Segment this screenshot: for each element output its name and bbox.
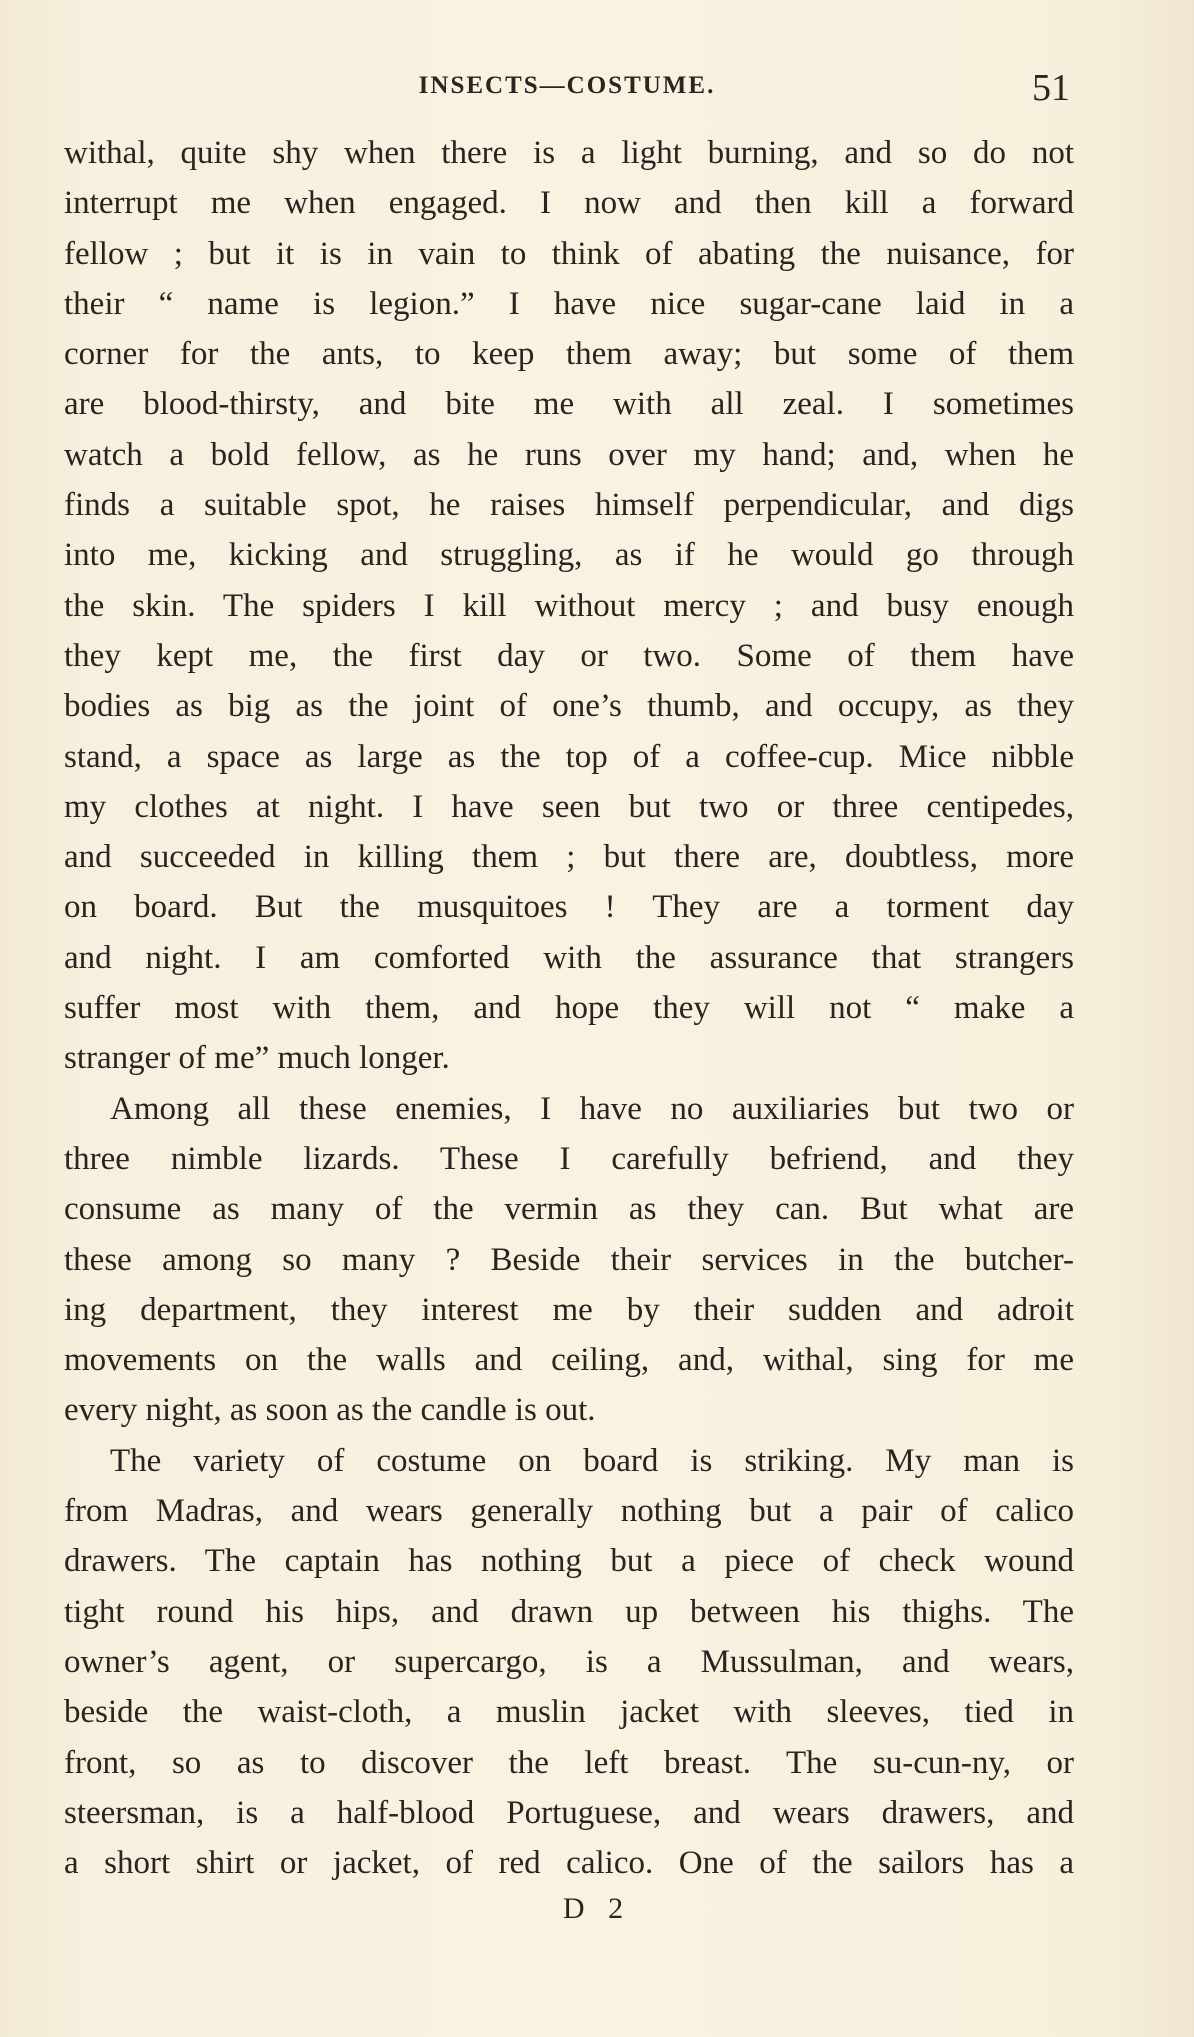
text-line: watch a bold fellow, as he runs over my hand; and, when he — [64, 436, 1074, 473]
text-line: into me, kicking and struggling, as if he would go through — [64, 537, 1074, 574]
paragraph-start-line: The variety of costume on board is striking. My man is — [110, 1442, 1074, 1479]
text-line: their “ name is legion.” I have nice sugar-cane laid in a — [64, 285, 1074, 322]
page-number: 51 — [1032, 67, 1070, 109]
page-header — [64, 66, 1070, 110]
text-line: fellow ; but it is in vain to think of abating the nuisance, for — [64, 235, 1074, 272]
text-line: consume as many of the vermin as they can. But what are — [64, 1191, 1074, 1228]
text-line: from Madras, and wears generally nothing but a pair of calico — [64, 1493, 1074, 1530]
text-line: they kept me, the first day or two. Some of them have — [64, 637, 1074, 674]
paragraph-end-line: stranger of me” much longer. — [64, 1040, 450, 1077]
text-line: a short shirt or jacket, of red calico. One of the sailors has a — [64, 1845, 1074, 1882]
text-line: bodies as big as the joint of one’s thumb, and occupy, as they — [64, 688, 1074, 725]
running-head: INSECTS—COSTUME. — [418, 72, 716, 99]
text-line: and night. I am comforted with the assurance that strangers — [64, 939, 1074, 976]
text-line: on board. But the musquitoes ! They are a torment day — [64, 889, 1074, 926]
text-line: withal, quite shy when there is a light burning, and so do not — [64, 135, 1074, 171]
text-line: beside the waist-cloth, a muslin jacket with sleeves, tied in — [64, 1694, 1074, 1731]
signature-mark: D 2 — [562, 1892, 632, 1925]
text-line: stand, a space as large as the top of a coffee-cup. Mice nibble — [64, 738, 1074, 775]
text-line: tight round his hips, and drawn up between his thighs. The — [64, 1593, 1074, 1630]
text-line: suffer most with them, and hope they will not “ make a — [64, 990, 1074, 1027]
text-line: finds a suitable spot, he raises himself perpendicular, and digs — [64, 487, 1074, 524]
text-line: ing department, they interest me by their sudden and adroit — [64, 1291, 1074, 1328]
text-line: these among so many ? Beside their services in the butcher- — [64, 1241, 1074, 1278]
paragraph-start-line: Among all these enemies, I have no auxiliaries but two or — [110, 1090, 1074, 1127]
text-line: my clothes at night. I have seen but two or three centipedes, — [64, 788, 1074, 825]
text-line: the skin. The spiders I kill without mercy ; and busy enough — [64, 587, 1074, 624]
text-line: interrupt me when engaged. I now and then kill a forward — [64, 185, 1074, 222]
paragraph-end-line: every night, as soon as the candle is out. — [64, 1392, 596, 1429]
text-line: owner’s agent, or supercargo, is a Mussulman, and wears, — [64, 1643, 1074, 1680]
text-line: steersman, is a half-blood Portuguese, and wears drawers, and — [64, 1794, 1074, 1831]
text-line: drawers. The captain has nothing but a piece of check wound — [64, 1543, 1074, 1580]
text-line: corner for the ants, to keep them away; but some of them — [64, 336, 1074, 373]
text-line: and succeeded in killing them ; but there are, doubtless, more — [64, 839, 1074, 876]
body-text — [64, 128, 1074, 1888]
text-line: three nimble lizards. These I carefully befriend, and they — [64, 1140, 1074, 1177]
text-line: front, so as to discover the left breast. The su-cun-ny, or — [64, 1744, 1074, 1781]
text-line: are blood-thirsty, and bite me with all zeal. I sometimes — [64, 386, 1074, 423]
text-line: movements on the walls and ceiling, and, withal, sing for me — [64, 1342, 1074, 1379]
